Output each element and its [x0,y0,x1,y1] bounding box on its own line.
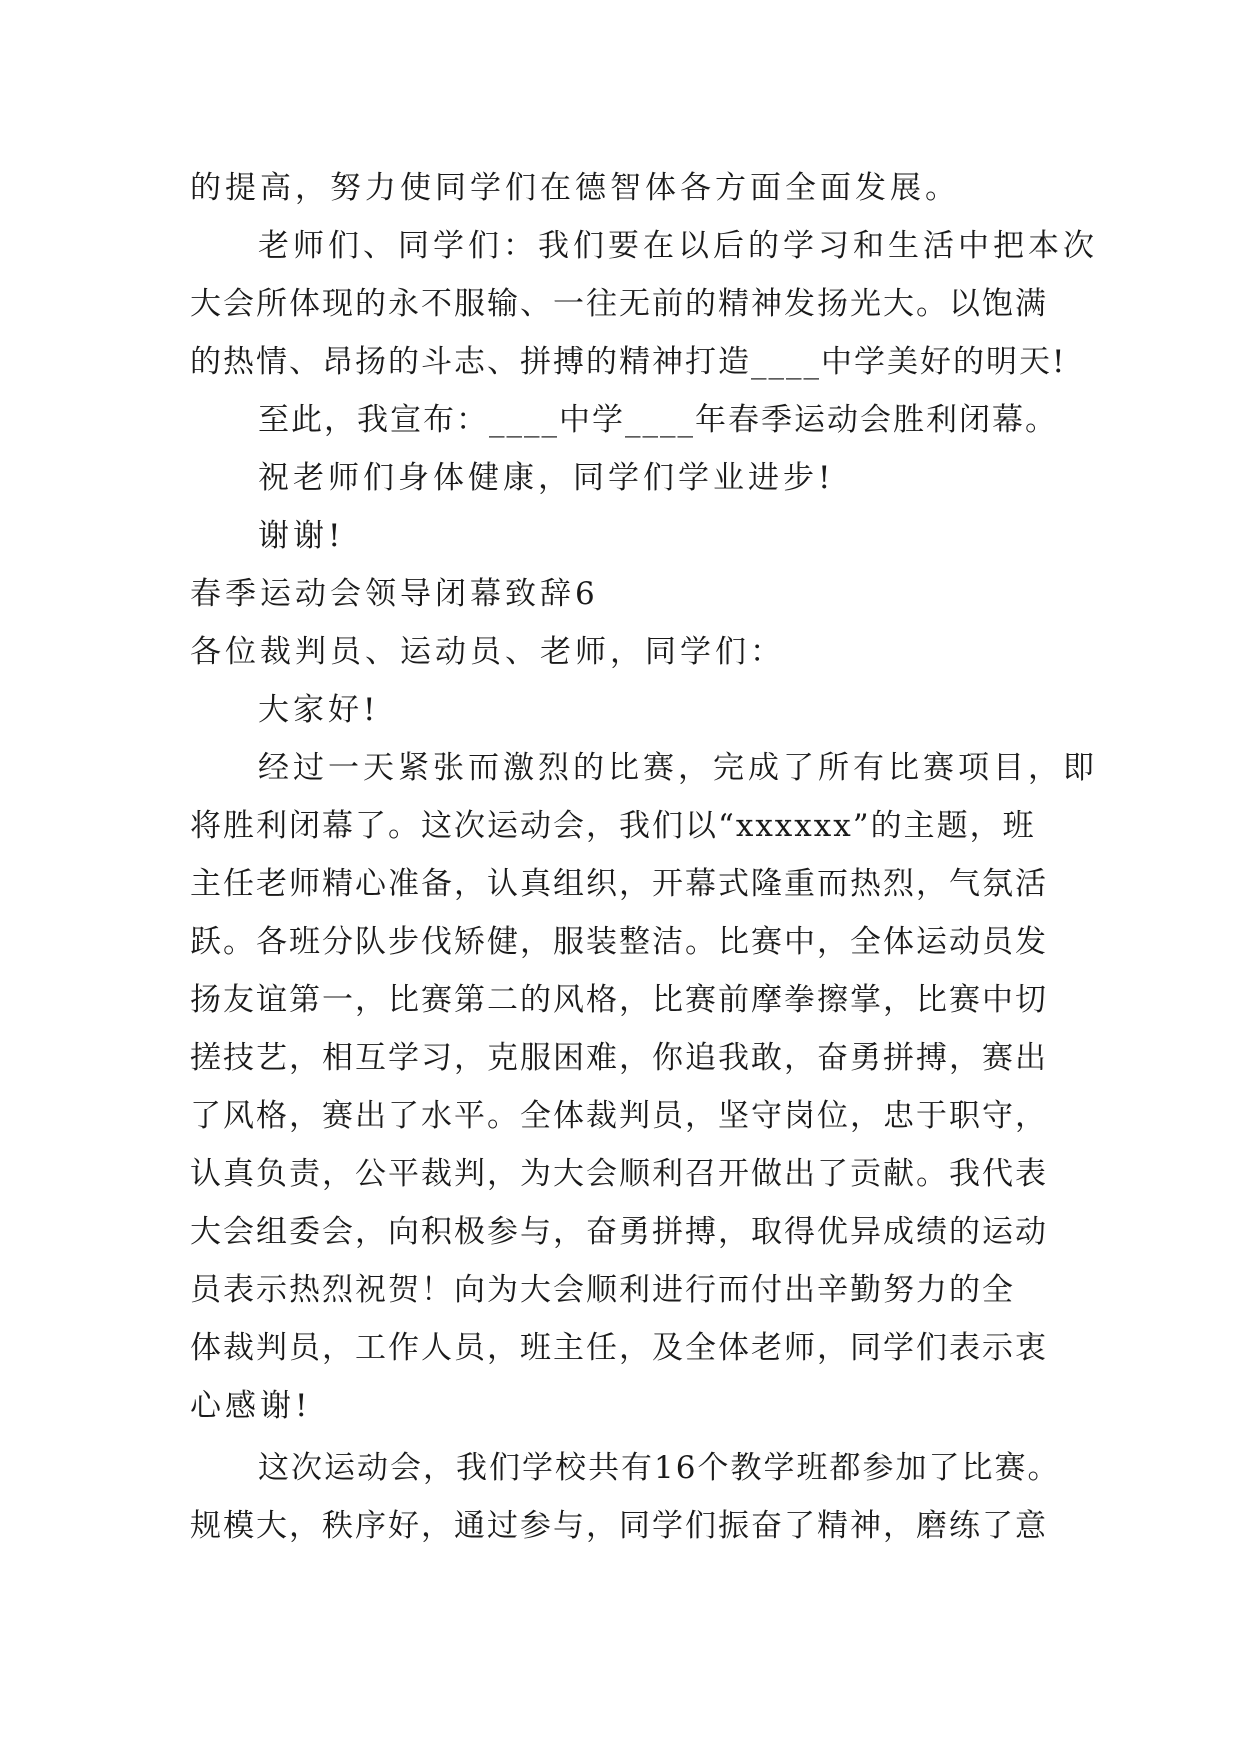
paragraph-line: 规模大，秩序好，通过参与，同学们振奋了精神，磨练了意 [190,1508,1048,1544]
paragraph-line: 搓技艺，相互学习，克服困难，你追我敢，奋勇拼搏，赛出 [190,1040,1048,1076]
paragraph-line: 经过一天紧张而激烈的比赛，完成了所有比赛项目，即 [258,750,1098,786]
greeting: 大家好! [258,692,380,728]
paragraph-line: 大会组委会，向积极参与，奋勇拼搏，取得优异成绩的运动 [190,1214,1048,1250]
paragraph-line: 扬友谊第一，比赛第二的风格，比赛前摩拳擦掌，比赛中切 [190,982,1048,1018]
salutation: 各位裁判员、运动员、老师，同学们： [190,634,785,670]
paragraph-line: 谢谢! [258,518,345,554]
paragraph-line: 员表示热烈祝贺！向为大会顺利进行而付出辛勤努力的全 [190,1272,1015,1308]
paragraph-line: 这次运动会，我们学校共有16个教学班都参加了比赛。 [258,1450,1061,1486]
paragraph-line: 体裁判员，工作人员，班主任，及全体老师，同学们表示衷 [190,1330,1048,1366]
paragraph-line: 的热情、昂扬的斗志、拼搏的精神打造____中学美好的明天! [190,344,1067,380]
paragraph-line: 主任老师精心准备，认真组织，开幕式隆重而热烈，气氛活 [190,866,1048,902]
paragraph-line: 认真负责，公平裁判，为大会顺利召开做出了贡献。我代表 [190,1156,1048,1192]
paragraph-line: 大会所体现的永不服输、一往无前的精神发扬光大。以饱满 [190,286,1048,322]
paragraph-line: 祝老师们身体健康，同学们学业进步! [258,460,835,496]
paragraph-line: 跃。各班分队步伐矫健，服装整洁。比赛中，全体运动员发 [190,924,1048,960]
paragraph-line: 至此，我宣布：____中学____年春季运动会胜利闭幕。 [258,402,1058,438]
paragraph-line: 老师们、同学们：我们要在以后的学习和生活中把本次 [258,228,1098,264]
paragraph-line: 的提高，努力使同学们在德智体各方面全面发展。 [190,170,960,206]
paragraph-line: 心感谢! [190,1388,312,1424]
paragraph-line: 了风格，赛出了水平。全体裁判员，坚守岗位，忠于职守， [190,1098,1048,1134]
paragraph-line: 将胜利闭幕了。这次运动会，我们以“xxxxxx”的主题，班 [190,808,1036,844]
section-heading: 春季运动会领导闭幕致辞6 [190,576,599,612]
